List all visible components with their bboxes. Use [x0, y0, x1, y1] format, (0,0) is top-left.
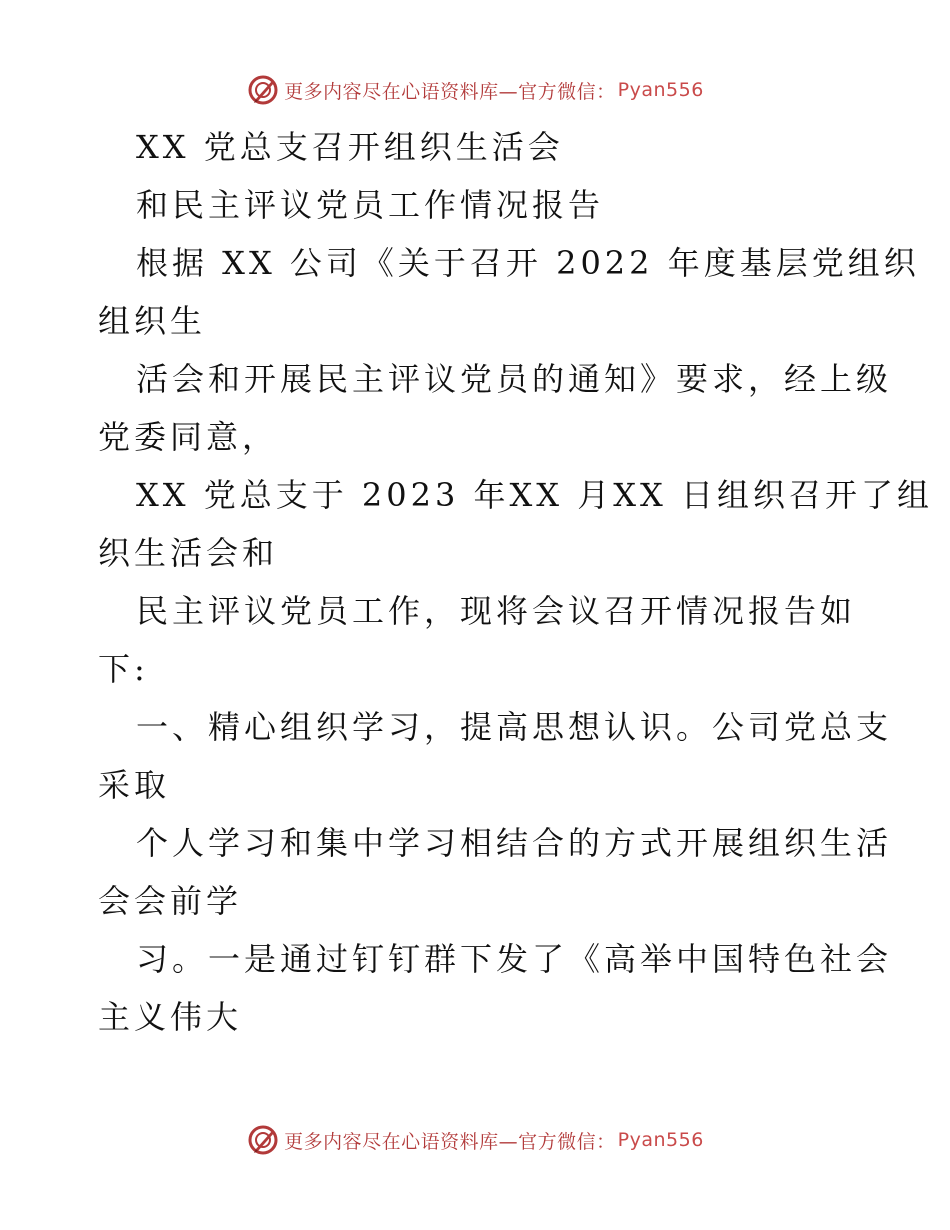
paragraph-line: 活会和开展民主评议党员的通知》要求，经上级	[136, 360, 893, 398]
paragraph-line: 根据 XX 公司《关于召开 2022 年度基层党组织	[136, 244, 920, 282]
watermark-text: 更多内容尽在心语资料库—官方微信：	[284, 1130, 616, 1153]
paragraph-line: 织生活会和	[98, 534, 279, 572]
pen-logo-icon	[246, 1123, 280, 1157]
paragraph-line: 习。一是通过钉钉群下发了《高举中国特色社会	[136, 940, 893, 978]
watermark-account: Pyan556	[617, 79, 704, 101]
doc-title-line-2: 和民主评议党员工作情况报告	[136, 186, 605, 224]
paragraph-line: 党委同意，	[98, 418, 279, 456]
document-body	[98, 118, 933, 1046]
paragraph-line: 组织生	[98, 302, 207, 340]
paragraph-line: 主义伟大	[98, 998, 243, 1036]
paragraph-line: 下:	[98, 650, 149, 688]
paragraph-line: 个人学习和集中学习相结合的方式开展组织生活	[136, 824, 893, 862]
paragraph-line: 采取	[98, 766, 171, 804]
pen-logo-icon	[246, 73, 280, 107]
paragraph-line: 会会前学	[98, 882, 243, 920]
doc-title-line-1: XX 党总支召开组织生活会	[136, 128, 564, 166]
watermark-account: Pyan556	[617, 1129, 704, 1151]
footer-watermark	[0, 1120, 950, 1160]
paragraph-line: XX 党总支于 2023 年XX 月XX 日组织召开了组	[136, 476, 933, 514]
watermark-text: 更多内容尽在心语资料库—官方微信：	[284, 80, 616, 103]
paragraph-line: 一、精心组织学习，提高思想认识。公司党总支	[136, 708, 893, 746]
paragraph-line: 民主评议党员工作，现将会议召开情况报告如	[136, 592, 857, 630]
header-watermark	[0, 70, 950, 110]
